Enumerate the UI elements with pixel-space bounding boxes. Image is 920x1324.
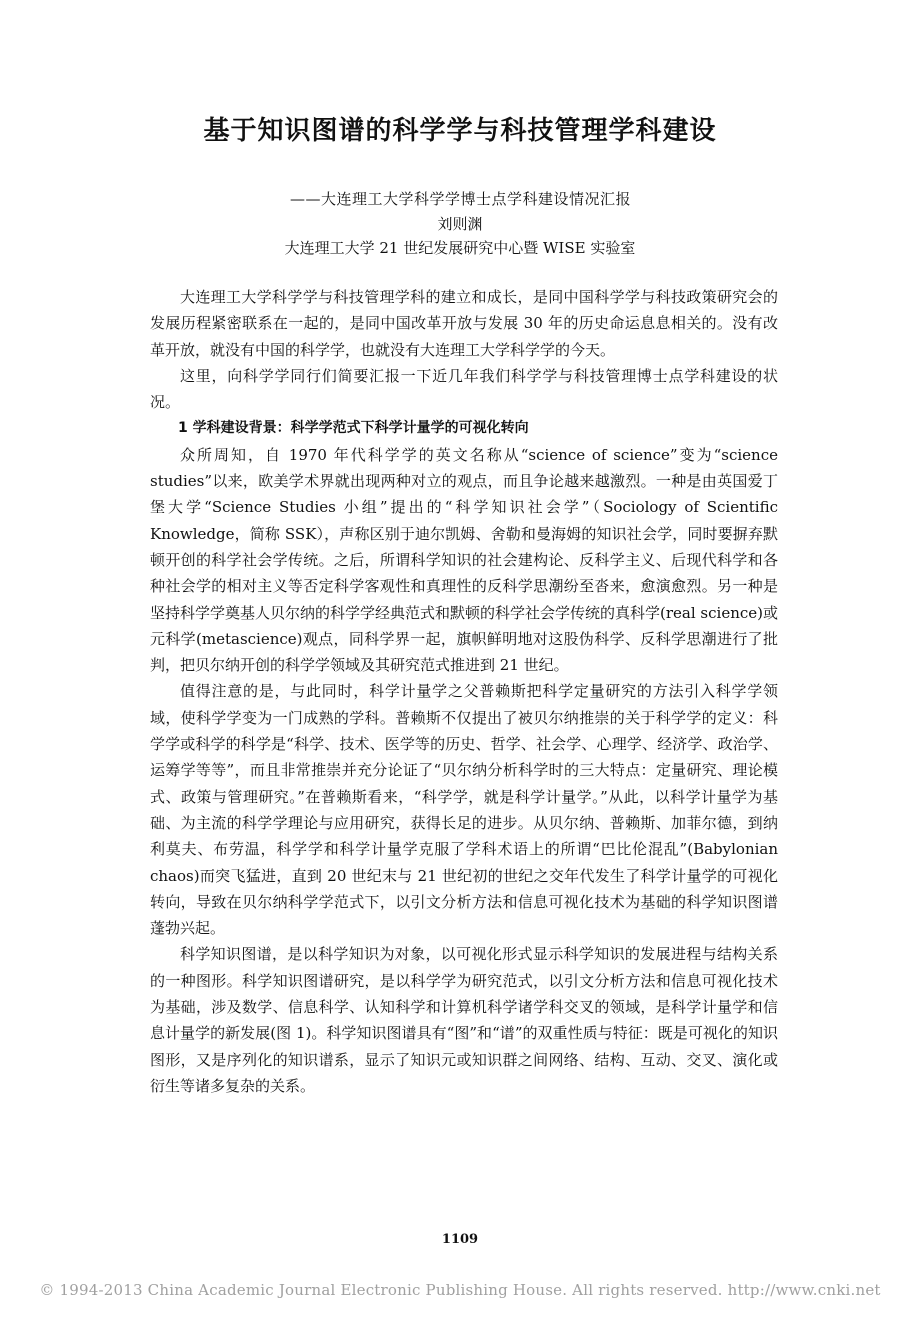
intro-paragraph-2: 这里，向科学学同行们简要汇报一下近几年我们科学学与科技管理博士点学科建设的状况。 <box>150 366 778 412</box>
paper-title: 基于知识图谱的科学学与科技管理学科建设 <box>203 116 717 146</box>
paper-subtitle: ——大连理工大学科学学博士点学科建设情况汇报 <box>290 190 632 208</box>
section-1-paragraph-2: 值得注意的是，与此同时，科学计量学之父普赖斯把科学定量研究的方法引入科学学领域，使科学学变为一门成熟的学科。普赖斯不仅提出了被贝尔纳推崇的关于科学学的定义：科学学或科学的科学是“科学、技术、医学等的历史、哲学、社会学、心理学、经济学、政治学、运筹学等等”，而且非常推崇并充分论证了“贝尔纳分析科学时的三大特点：定量研究、理论模式、政策与管理研究。”在普赖斯看来，“科学学，就是科学计量学。”从此，以科学计量学为基础、为主流的科学学理论与应用研究，获得长足的进步。从贝尔纳、普赖斯、加菲尔德，到纳利莫夫、布劳温，科学学和科学计量学克服了学科术语上的所谓“巴比伦混乱”(Babylonian chaos)而突飞猛进，直到 20 世纪末与 21 世纪初的世纪之交年代发生了科学计量学的可视化转向，导致在贝尔纳科学学范式下，以引文分析方法和信息可视化技术为基础的科学知识图谱蓬勃兴起。 <box>150 682 778 938</box>
section-1-paragraph-3: 科学知识图谱，是以科学知识为对象，以可视化形式显示科学知识的发展进程与结构关系的一种图形。科学知识图谱研究，是以科学学为研究范式，以引文分析方法和信息可视化技术为基础，涉及数学、信息科学、认知科学和计算机科学诸学科交叉的领域，是科学计量学和信息计量学的新发展(图 1)。科学知识图谱具有“图”和“谱”的双重性质与特征：既是可视化的知识图形，又是序列化的知识谱系，显示了知识元或知识群之间网络、结构、互动、交叉、演化或衍生等诸多复杂的关系。 <box>150 945 778 1095</box>
copyright-footer: © 1994-2013 China Academic Journal Electronic Publishing House. All rights reserved. http://www.cnki.net <box>39 1281 881 1299</box>
paper-body <box>150 284 778 1099</box>
intro-paragraph-1: 大连理工大学科学学与科技管理学科的建立和成长，是同中国科学学与科技政策研究会的发展历程紧密联系在一起的，是同中国改革开放与发展 30 年的历史命运息息相关的。没有改革开放，就没有中国的科学学，也就没有大连理工大学科学学的今天。 <box>150 288 778 359</box>
section-1-heading: 1 学科建设背景：科学学范式下科学计量学的可视化转向 <box>178 420 529 437</box>
author-affiliation: 大连理工大学 21 世纪发展研究中心暨 WISE 实验室 <box>284 239 636 257</box>
author-name: 刘则渊 <box>437 215 483 233</box>
page-number: 1109 <box>441 1232 479 1247</box>
section-1-paragraph-1: 众所周知，自 1970 年代科学学的英文名称从“science of science”变为“science studies”以来，欧美学术界就出现两种对立的观点，而且争论越来越激烈。一种是由英国爱丁堡大学“Science Studies 小组”提出的“科学知识社会学”（Sociology of Scientific Knowledge，简称 SSK），声称区别于迪尔凯姆、舍勒和曼海姆的知识社会学，同时要摒弃默顿开创的科学社会学传统。之后，所谓科学知识的社会建构论、反科学主义、后现代科学和各种社会学的相对主义等否定科学客观性和真理性的反科学思潮纷至沓来，愈演愈烈。另一种是坚持科学学奠基人贝尔纳的科学学经典范式和默顿的科学社会学传统的真科学(real science)或元科学(metascience)观点，同科学界一起，旗帜鲜明地对这股伪科学、反科学思潮进行了批判，把贝尔纳开创的科学学领域及其研究范式推进到 21 世纪。 <box>150 445 778 675</box>
